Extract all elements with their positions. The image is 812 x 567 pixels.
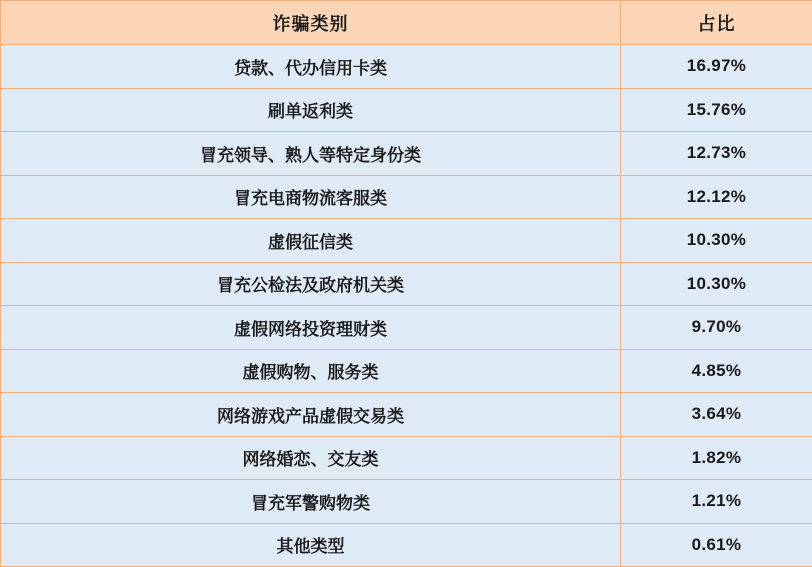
table-row <box>1 45 812 89</box>
cell-share: 16.97% <box>621 45 812 89</box>
cell-share: 15.76% <box>621 88 812 132</box>
column-header-share: 占比 <box>621 1 812 45</box>
table-body <box>1 45 812 567</box>
cell-share: 1.21% <box>621 480 812 524</box>
table-row <box>1 219 812 263</box>
cell-share: 10.30% <box>621 219 812 263</box>
cell-category: 网络游戏产品虚假交易类 <box>1 393 621 437</box>
cell-category: 虚假购物、服务类 <box>1 349 621 393</box>
table-row <box>1 393 812 437</box>
table-row <box>1 349 812 393</box>
cell-share: 4.85% <box>621 349 812 393</box>
table-row <box>1 306 812 350</box>
table-row <box>1 523 812 567</box>
cell-share: 10.30% <box>621 262 812 306</box>
table-header <box>1 1 812 45</box>
cell-share: 3.64% <box>621 393 812 437</box>
table-row <box>1 436 812 480</box>
table-row <box>1 132 812 176</box>
cell-share: 1.82% <box>621 436 812 480</box>
cell-category: 贷款、代办信用卡类 <box>1 45 621 89</box>
cell-category: 刷单返利类 <box>1 88 621 132</box>
cell-share: 0.61% <box>621 523 812 567</box>
cell-category: 虚假网络投资理财类 <box>1 306 621 350</box>
table-row <box>1 88 812 132</box>
table-row <box>1 480 812 524</box>
cell-category: 虚假征信类 <box>1 219 621 263</box>
cell-category: 冒充电商物流客服类 <box>1 175 621 219</box>
table-row <box>1 262 812 306</box>
cell-share: 12.73% <box>621 132 812 176</box>
cell-category: 其他类型 <box>1 523 621 567</box>
column-header-category: 诈骗类别 <box>1 1 621 45</box>
cell-category: 冒充公检法及政府机关类 <box>1 262 621 306</box>
cell-category: 冒充军警购物类 <box>1 480 621 524</box>
table-row <box>1 175 812 219</box>
cell-category: 冒充领导、熟人等特定身份类 <box>1 132 621 176</box>
cell-category: 网络婚恋、交友类 <box>1 436 621 480</box>
table-header-row <box>1 1 812 45</box>
cell-share: 9.70% <box>621 306 812 350</box>
cell-share: 12.12% <box>621 175 812 219</box>
